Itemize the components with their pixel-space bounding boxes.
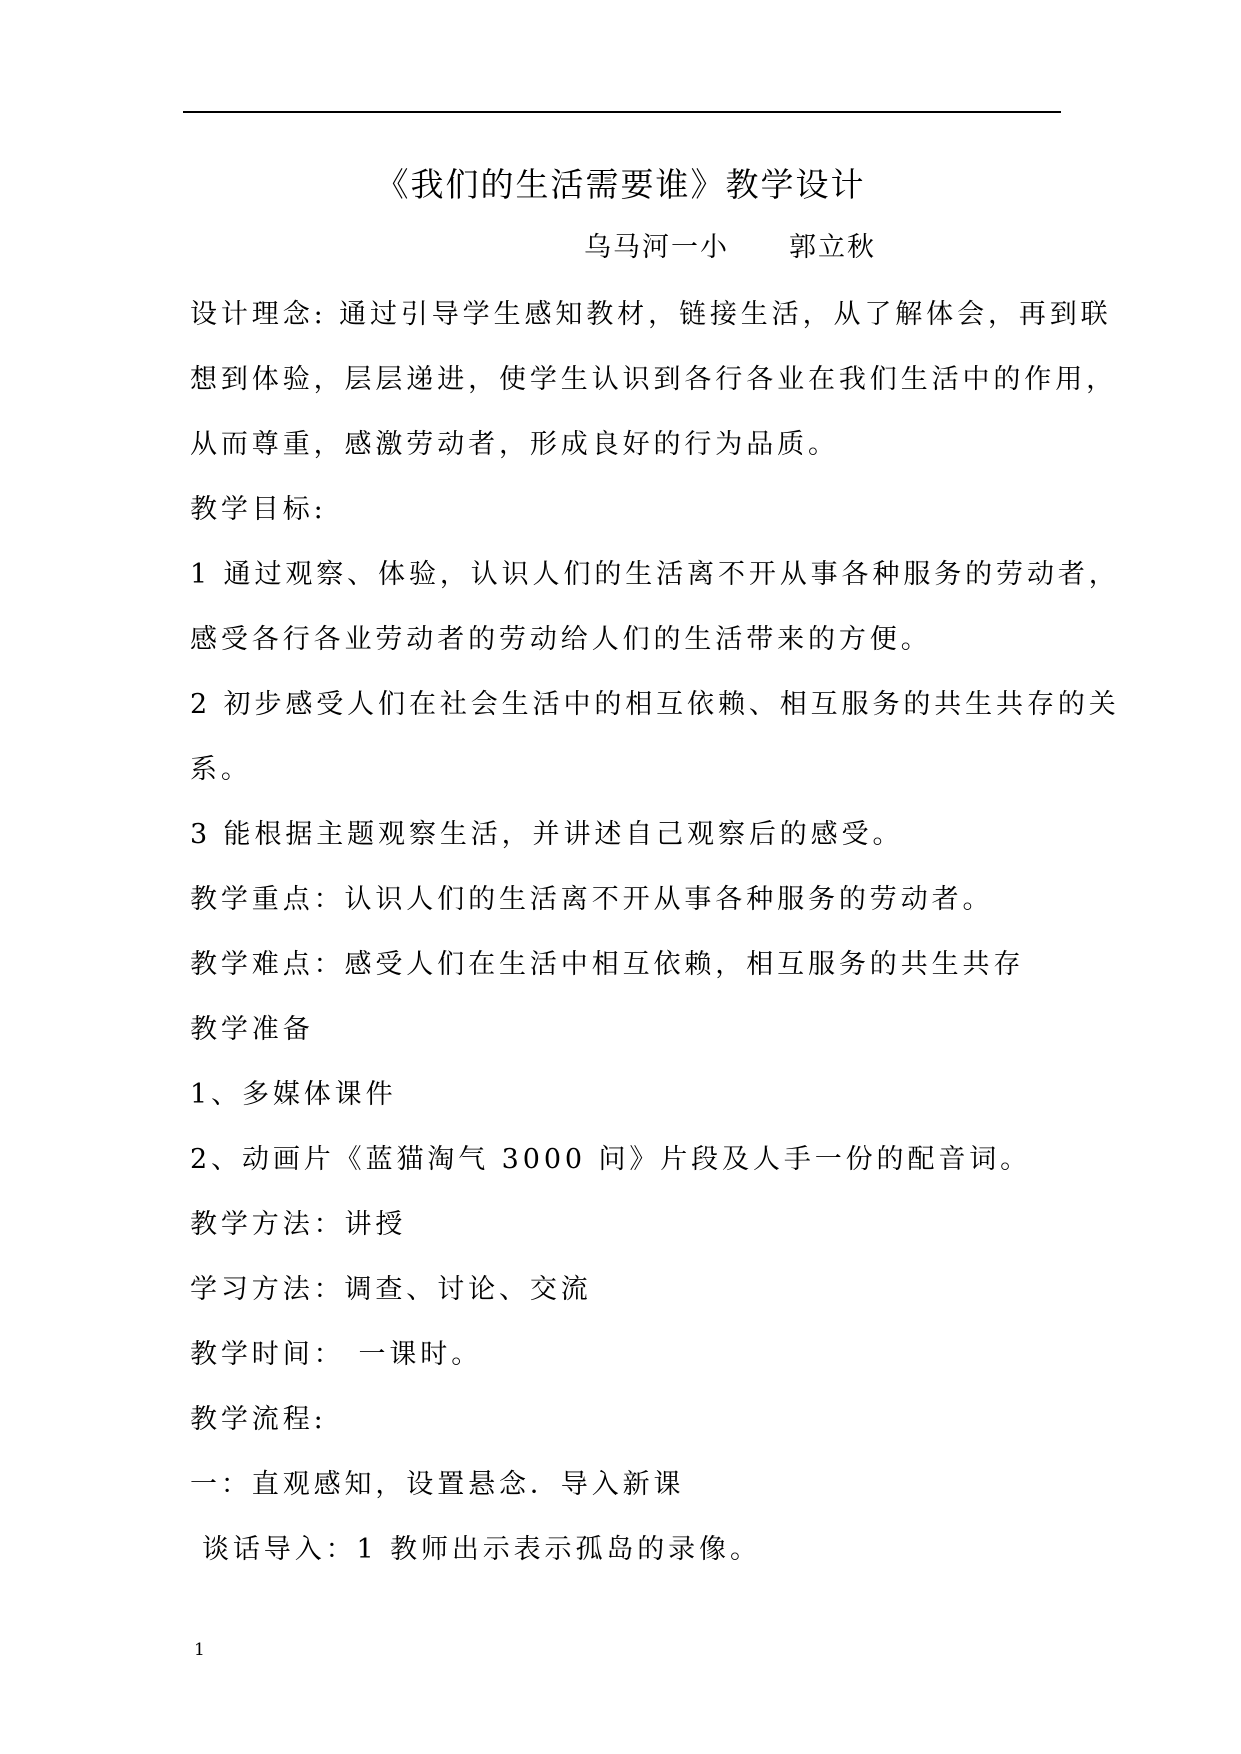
paragraph-line: 谈话导入：1 教师出示表示孤岛的录像。	[202, 1534, 761, 1565]
section-heading: 一：直观感知，设置悬念．导入新课	[190, 1469, 685, 1500]
author-name: 郭立秋	[789, 232, 876, 263]
section-heading: 教学流程:	[190, 1404, 327, 1435]
paragraph-line: 1 通过观察、体验，认识人们的生活离不开从事各种服务的劳动者，	[190, 559, 1120, 590]
paragraph-line: 系。	[190, 754, 252, 785]
paragraph-line	[190, 1330, 1070, 1395]
paragraph-line: 感受各行各业劳动者的劳动给人们的生活带来的方便。	[190, 624, 932, 655]
paragraph-line: 2 初步感受人们在社会生活中的相互依赖、相互服务的共生共存的关	[190, 689, 1120, 720]
header-rule	[183, 111, 1061, 113]
teaching-time-value: 一课时。	[358, 1339, 483, 1370]
paragraph-line: 想到体验，层层递进，使学生认识到各行各业在我们生活中的作用，	[190, 364, 1117, 395]
section-heading: 教学目标:	[190, 494, 327, 525]
paragraph-line: 教学方法：讲授	[190, 1209, 407, 1240]
list-item: 1、多媒体课件	[190, 1079, 397, 1110]
paragraph-line: 3 能根据主题观察生活，并讲述自己观察后的感受。	[190, 819, 904, 850]
paragraph-line: 从而尊重，感激劳动者，形成良好的行为品质。	[190, 429, 839, 460]
byline	[584, 223, 876, 273]
paragraph-line: 设计理念: 通过引导学生感知教材，链接生活，从了解体会，再到联	[190, 299, 1112, 330]
document-body	[190, 290, 1120, 1590]
teaching-time-label: 教学时间：	[190, 1339, 345, 1370]
page-number: 1	[194, 1640, 205, 1660]
paragraph-line: 学习方法：调查、讨论、交流	[190, 1274, 592, 1305]
list-item: 2、动画片《蓝猫淘气 3000 问》片段及人手一份的配音词。	[190, 1144, 1032, 1175]
paragraph-line: 教学难点：感受人们在生活中相互依赖，相互服务的共生共存	[190, 949, 1025, 980]
document-title: 《我们的生活需要谁》教学设计	[375, 165, 866, 204]
paragraph-line: 教学重点：认识人们的生活离不开从事各种服务的劳动者。	[190, 884, 994, 915]
school-name: 乌马河一小	[584, 232, 729, 263]
section-heading: 教学准备	[190, 1014, 314, 1045]
